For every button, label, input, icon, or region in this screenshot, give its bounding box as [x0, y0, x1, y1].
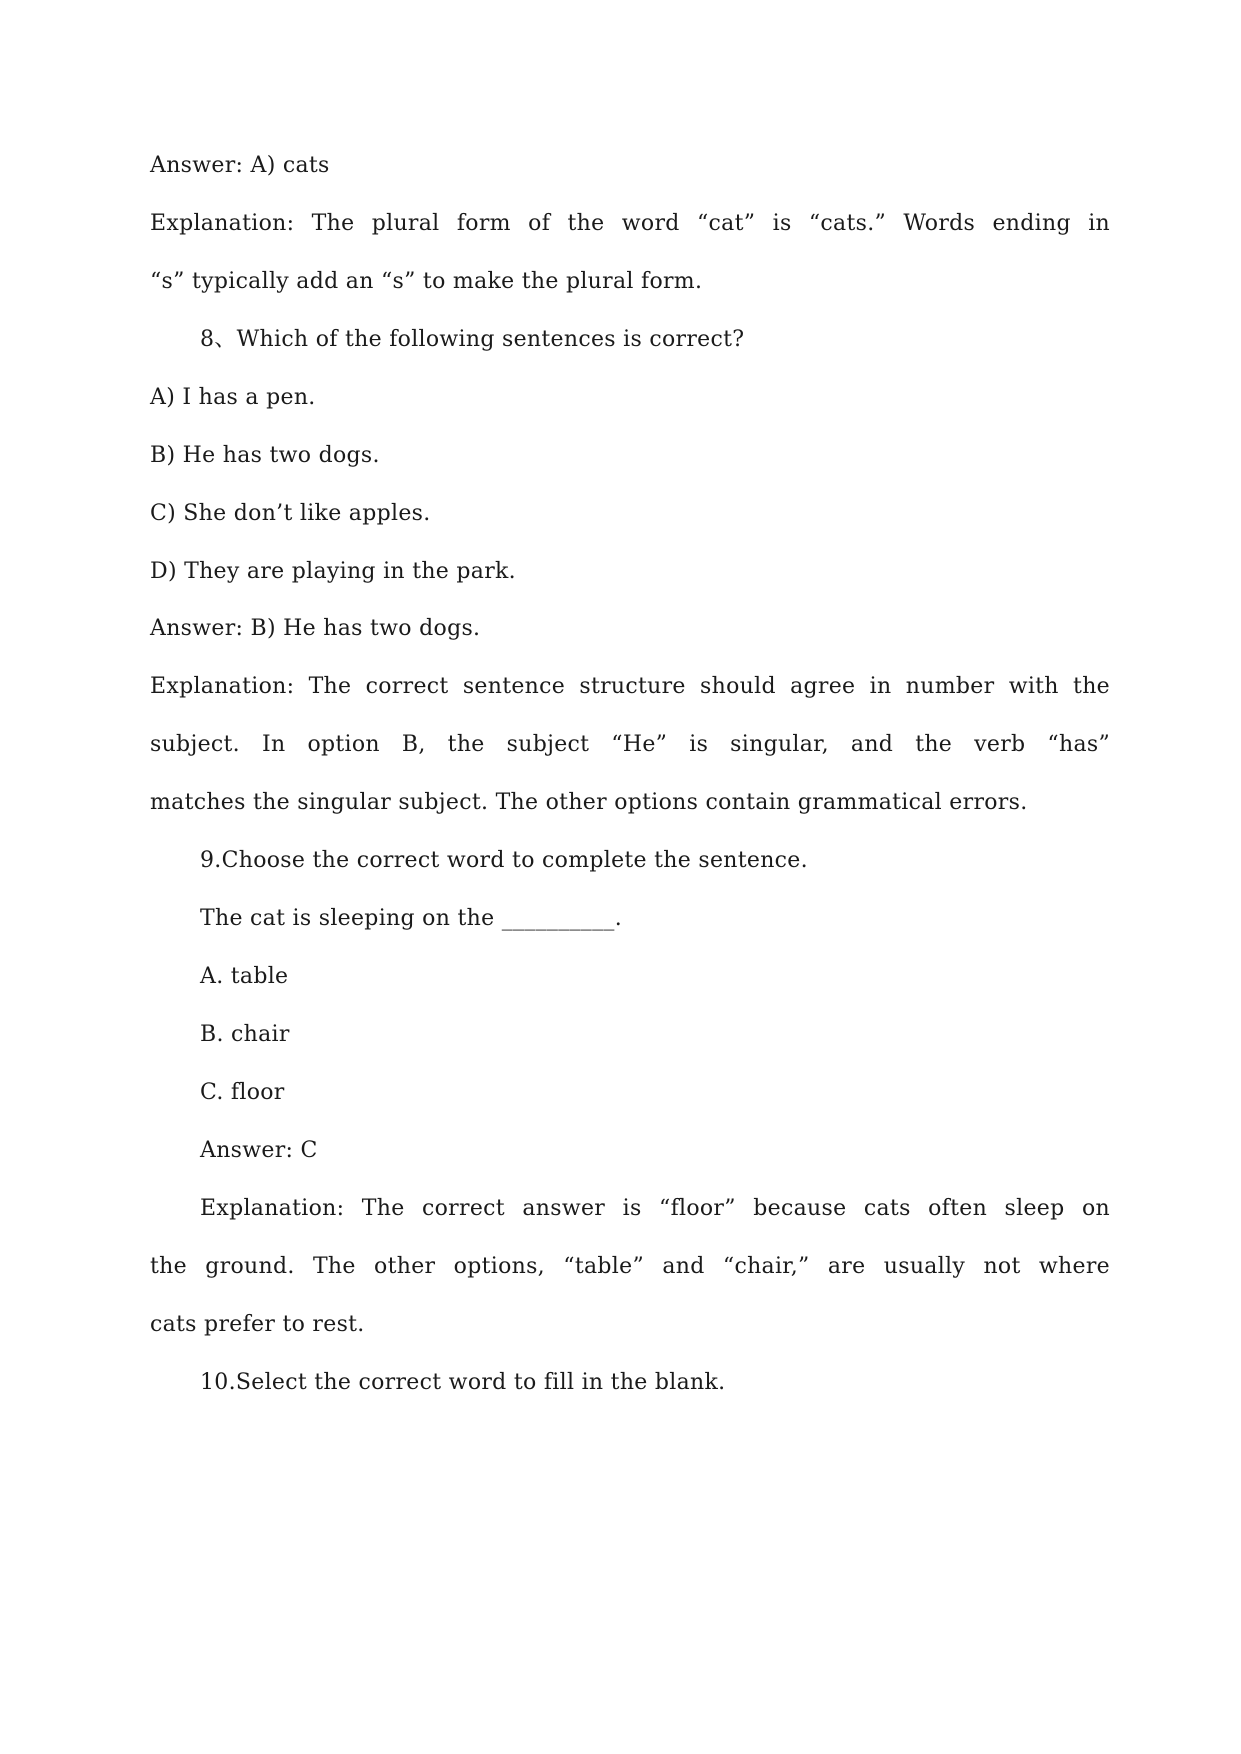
- q9-option-a: A. table: [200, 964, 289, 989]
- q9-option-b: B. chair: [200, 1022, 290, 1047]
- q9-explanation-line-2: the ground. The other options, “table” and “chair,” are usually not where: [150, 1254, 1110, 1279]
- q8-explanation-line-1: Explanation: The correct sentence structure should agree in number with the: [150, 674, 1110, 699]
- q9-sentence: The cat is sleeping on the __________.: [200, 906, 622, 931]
- q8-explanation-line-3: matches the singular subject. The other options contain grammatical errors.: [150, 790, 1028, 815]
- q8-question: 8、Which of the following sentences is correct?: [200, 327, 745, 352]
- q7-explanation-line-2: “s” typically add an “s” to make the plural form.: [150, 269, 703, 294]
- q7-explanation-line-1: Explanation: The plural form of the word “cat” is “cats.” Words ending in: [150, 211, 1110, 236]
- q8-option-c: C) She don’t like apples.: [150, 501, 431, 526]
- q9-option-c: C. floor: [200, 1080, 285, 1105]
- q9-answer: Answer: C: [200, 1138, 318, 1163]
- q9-question: 9.Choose the correct word to complete the sentence.: [200, 848, 808, 873]
- q8-option-a: A) I has a pen.: [150, 385, 316, 410]
- q8-option-b: B) He has two dogs.: [150, 443, 380, 468]
- q9-explanation-line-3: cats prefer to rest.: [150, 1312, 365, 1337]
- q9-explanation-line-1: Explanation: The correct answer is “floor” because cats often sleep on: [200, 1196, 1110, 1221]
- q7-answer: Answer: A) cats: [150, 153, 330, 178]
- q8-explanation-line-2: subject. In option B, the subject “He” is singular, and the verb “has”: [150, 732, 1110, 757]
- q8-option-d: D) They are playing in the park.: [150, 559, 516, 584]
- q8-answer: Answer: B) He has two dogs.: [150, 616, 481, 641]
- q10-question: 10.Select the correct word to fill in the blank.: [200, 1370, 726, 1395]
